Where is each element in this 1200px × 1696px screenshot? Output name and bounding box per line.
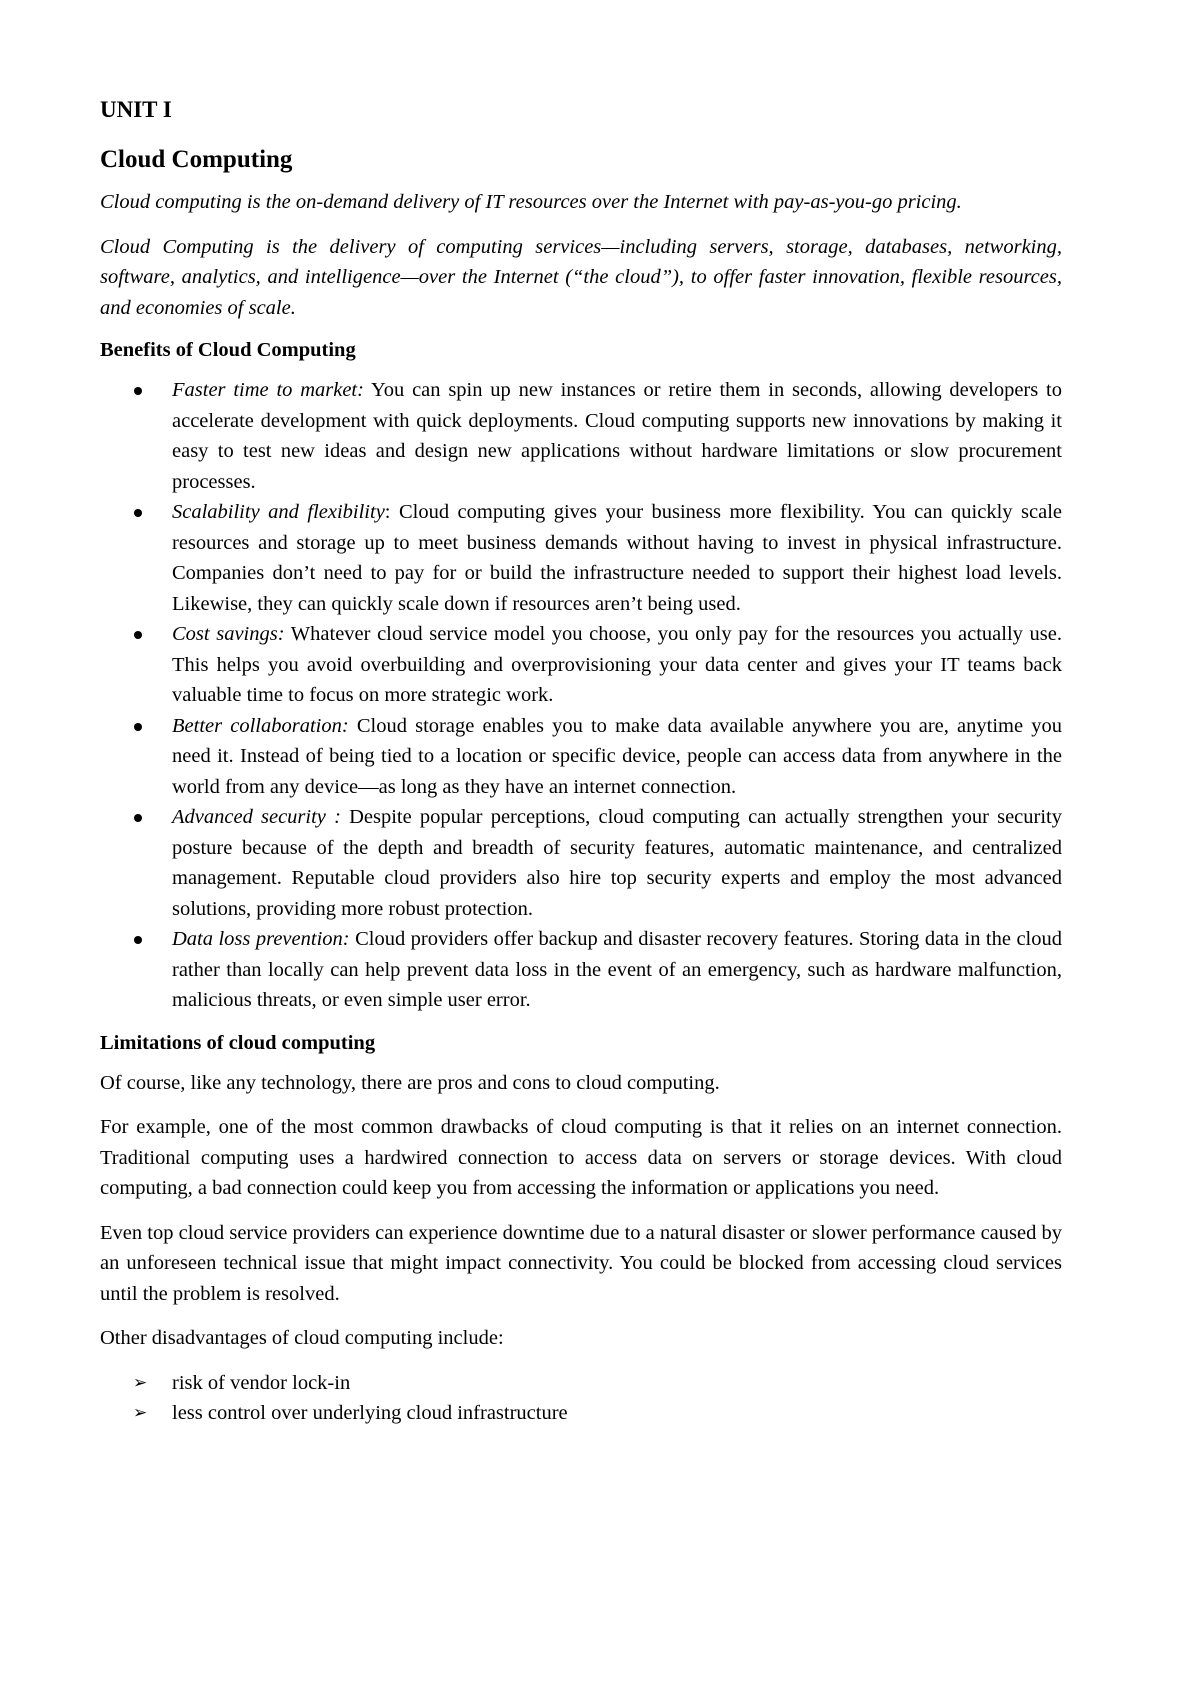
body-paragraph: Of course, like any technology, there are pros and cons to cloud computing. (100, 1071, 720, 1094)
body-paragraph: Other disadvantages of cloud computing include: (100, 1327, 504, 1349)
benefit-term: Data loss prevention: (172, 928, 350, 950)
limitations-heading: Limitations of cloud computing (100, 1031, 376, 1054)
bullet-icon (134, 814, 142, 822)
bullet-icon (134, 936, 142, 944)
list-item (100, 802, 1062, 924)
bullet-icon (134, 631, 142, 639)
benefit-term: Faster time to market: (172, 379, 364, 401)
benefit-text: Cloud storage enables you to make data available anywhere you are, anytime you need it. Instead of being tied to a location or specific device, people can access data from anywhere in the world from any device—as long as they have an internet connection. (172, 714, 1062, 798)
benefits-list (100, 375, 1062, 1016)
benefit-text: Cloud providers offer backup and disaster recovery features. Storing data in the cloud rather than locally can help prevent data loss in the event of an emergency, such as hardware malfunction, malicious threats, or even simple user error. (172, 928, 1062, 1011)
benefit-text: Whatever cloud service model you choose, you only pay for the resources you actually use. This helps you avoid overbuilding and overprovisioning your data center and gives your IT teams back valuable time to focus on more strategic work. (172, 623, 1062, 706)
list-item (100, 1368, 1062, 1399)
bullet-icon (134, 387, 142, 395)
body-paragraph: Even top cloud service providers can experience downtime due to a natural disaster or slower performance caused by an unforeseen technical issue that might impact connectivity. You could be blocked from accessing cloud services until the problem is resolved. (100, 1221, 1062, 1305)
disadvantages-list (100, 1368, 1062, 1429)
bullet-icon (134, 723, 142, 731)
bullet-icon (134, 509, 142, 517)
disadvantage-text: risk of vendor lock-in (172, 1371, 351, 1394)
list-item (100, 619, 1062, 711)
benefit-term: Cost savings: (172, 623, 285, 645)
benefit-term: Better collaboration: (172, 714, 349, 737)
list-item (100, 497, 1062, 619)
benefit-text: Despite popular perceptions, cloud computing can actually strengthen your security posture because of the depth and breadth of security features, automatic maintenance, and centralized management. Reputable cloud providers also hire top security experts and employ the most advanced solutions, providing more robust protection. (172, 806, 1062, 920)
list-item (100, 1398, 1062, 1429)
benefit-term: Scalability and flexibility (172, 501, 385, 523)
benefit-text: You can spin up new instances or retire them in seconds, allowing developers to accelerate development with quick deployments. Cloud computing supports new innovations by making it easy to test new ideas and design new applications without hardware limitations or slow procurement processes. (172, 379, 1062, 493)
list-item (100, 375, 1062, 497)
page-heading: Cloud Computing (100, 146, 293, 173)
disadvantage-text: less control over underlying cloud infrastructure (172, 1402, 568, 1424)
benefits-heading: Benefits of Cloud Computing (100, 339, 356, 361)
definition-paragraph: Cloud Computing is the delivery of computing services—including servers, storage, databases, networking, software, analytics, and intelligence—over the Internet (“the cloud”), to offer faster innovation, flexible resources, and economies of scale. (100, 235, 1062, 319)
definition-paragraph: Cloud computing is the on-demand delivery of IT resources over the Internet with pay-as-you-go pricing. (100, 191, 962, 213)
document-page (100, 96, 1062, 1443)
list-item (100, 711, 1062, 803)
unit-title: UNIT I (100, 97, 172, 122)
benefit-text: : Cloud computing gives your business more flexibility. You can quickly scale resources and storage up to meet business demands without having to invest in physical infrastructure. Companies don’t need to pay for or build the infrastructure needed to support their highest load levels. Likewise, they can quickly scale down if resources aren’t being used. (172, 501, 1062, 615)
arrow-bullet-icon: ➢ (133, 1372, 148, 1393)
list-item (100, 924, 1062, 1016)
benefit-term: Advanced security : (172, 806, 341, 828)
body-paragraph: For example, one of the most common drawbacks of cloud computing is that it relies on an internet connection. Traditional computing uses a hardwired connection to access data on servers or storage devices. With cloud computing, a bad connection could keep you from accessing the information or applications you need. (100, 1116, 1062, 1199)
arrow-bullet-icon: ➢ (133, 1403, 148, 1423)
